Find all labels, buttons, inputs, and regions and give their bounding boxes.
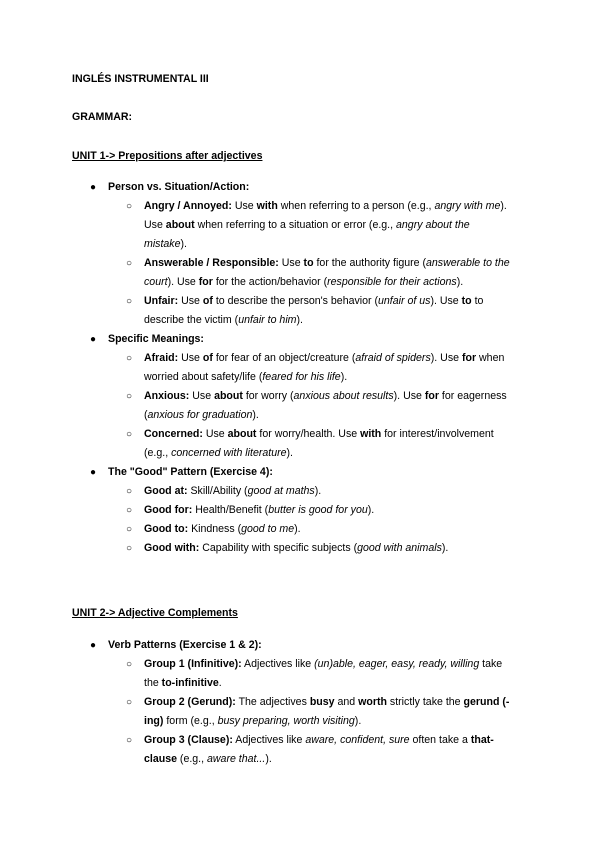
section-item xyxy=(0,330,600,463)
list-item xyxy=(108,349,514,387)
list-item-text: Answerable / Responsible: Use to for the authority figure (answerable to the court). Use for for the action/behavior (responsible for their actions). xyxy=(144,257,510,288)
circle-bullet-icon: ○ xyxy=(126,659,133,670)
bullet-icon: ● xyxy=(90,182,97,193)
list-item xyxy=(108,254,514,292)
circle-bullet-icon: ○ xyxy=(126,505,133,516)
bullet-icon: ● xyxy=(90,467,97,478)
list-item-text: Good with: Capability with specific subjects (good with animals). xyxy=(144,542,449,554)
section-item xyxy=(0,178,600,330)
circle-bullet-icon: ○ xyxy=(126,524,133,535)
list-item-text: Concerned: Use about for worry/health. Use with for interest/involvement (e.g., concerned with literature). xyxy=(144,428,494,459)
bullet-icon: ● xyxy=(90,334,97,345)
list-item xyxy=(108,425,514,463)
list-item xyxy=(108,693,514,731)
list-item xyxy=(108,387,514,425)
list-item xyxy=(108,482,514,501)
list-item-text: Good to: Kindness (good to me). xyxy=(144,523,301,535)
list-item-text: Good for: Health/Benefit (butter is good for you). xyxy=(144,504,375,516)
list-item xyxy=(108,197,514,254)
list-item-text: Group 2 (Gerund): The adjectives busy and worth strictly take the gerund (-ing) form (e.g., busy preparing, worth visiting). xyxy=(144,696,510,727)
section-title: Specific Meanings: xyxy=(108,333,204,345)
list-item-text: Group 1 (Infinitive): Adjectives like (un)able, eager, easy, ready, willing take the to-infinitive. xyxy=(144,658,503,689)
circle-bullet-icon: ○ xyxy=(126,391,133,402)
section-sublist xyxy=(108,197,600,330)
circle-bullet-icon: ○ xyxy=(126,296,133,307)
unit1-heading: UNIT 1-> Prepositions after adjectives xyxy=(72,150,263,162)
list-item-text: Anxious: Use about for worry (anxious about results). Use for for eagerness (anxious for graduation). xyxy=(144,390,507,421)
circle-bullet-icon: ○ xyxy=(126,258,133,269)
list-item xyxy=(108,655,514,693)
section-item xyxy=(0,463,600,558)
circle-bullet-icon: ○ xyxy=(126,486,133,497)
list-item-text: Group 3 (Clause): Adjectives like aware, confident, sure often take a that-clause (e.g., aware that...). xyxy=(144,734,494,765)
circle-bullet-icon: ○ xyxy=(126,201,133,212)
circle-bullet-icon: ○ xyxy=(126,353,133,364)
list-item-text: Afraid: Use of for fear of an object/creature (afraid of spiders). Use for when worried about safety/life (feared for his life). xyxy=(144,352,505,383)
section-item xyxy=(0,636,600,769)
list-item-text: Good at: Skill/Ability (good at maths). xyxy=(144,485,322,497)
circle-bullet-icon: ○ xyxy=(126,735,133,746)
bullet-icon: ● xyxy=(90,640,97,651)
list-item-text: Angry / Annoyed: Use with when referring to a person (e.g., angry with me). Use about when referring to a situation or error (e.g., angry about the mistake). xyxy=(144,200,507,250)
list-item xyxy=(108,501,514,520)
document-title: INGLÉS INSTRUMENTAL III xyxy=(72,73,209,85)
section-sublist xyxy=(108,349,600,463)
unit2-heading: UNIT 2-> Adjective Complements xyxy=(72,607,238,619)
grammar-heading: GRAMMAR: xyxy=(72,111,133,123)
section-sublist xyxy=(108,482,600,558)
circle-bullet-icon: ○ xyxy=(126,429,133,440)
list-item-text: Unfair: Use of to describe the person's behavior (unfair of us). Use to to describe the victim (unfair to him). xyxy=(144,295,484,326)
list-item xyxy=(108,292,514,330)
circle-bullet-icon: ○ xyxy=(126,697,133,708)
list-item xyxy=(108,520,514,539)
unit2-list xyxy=(0,636,600,769)
unit1-list xyxy=(0,178,600,558)
list-item xyxy=(108,539,514,558)
section-title: Person vs. Situation/Action: xyxy=(108,181,250,193)
section-title: Verb Patterns (Exercise 1 & 2): xyxy=(108,639,262,651)
section-title: The "Good" Pattern (Exercise 4): xyxy=(108,466,273,478)
section-sublist xyxy=(108,655,600,769)
list-item xyxy=(108,731,514,769)
circle-bullet-icon: ○ xyxy=(126,543,133,554)
